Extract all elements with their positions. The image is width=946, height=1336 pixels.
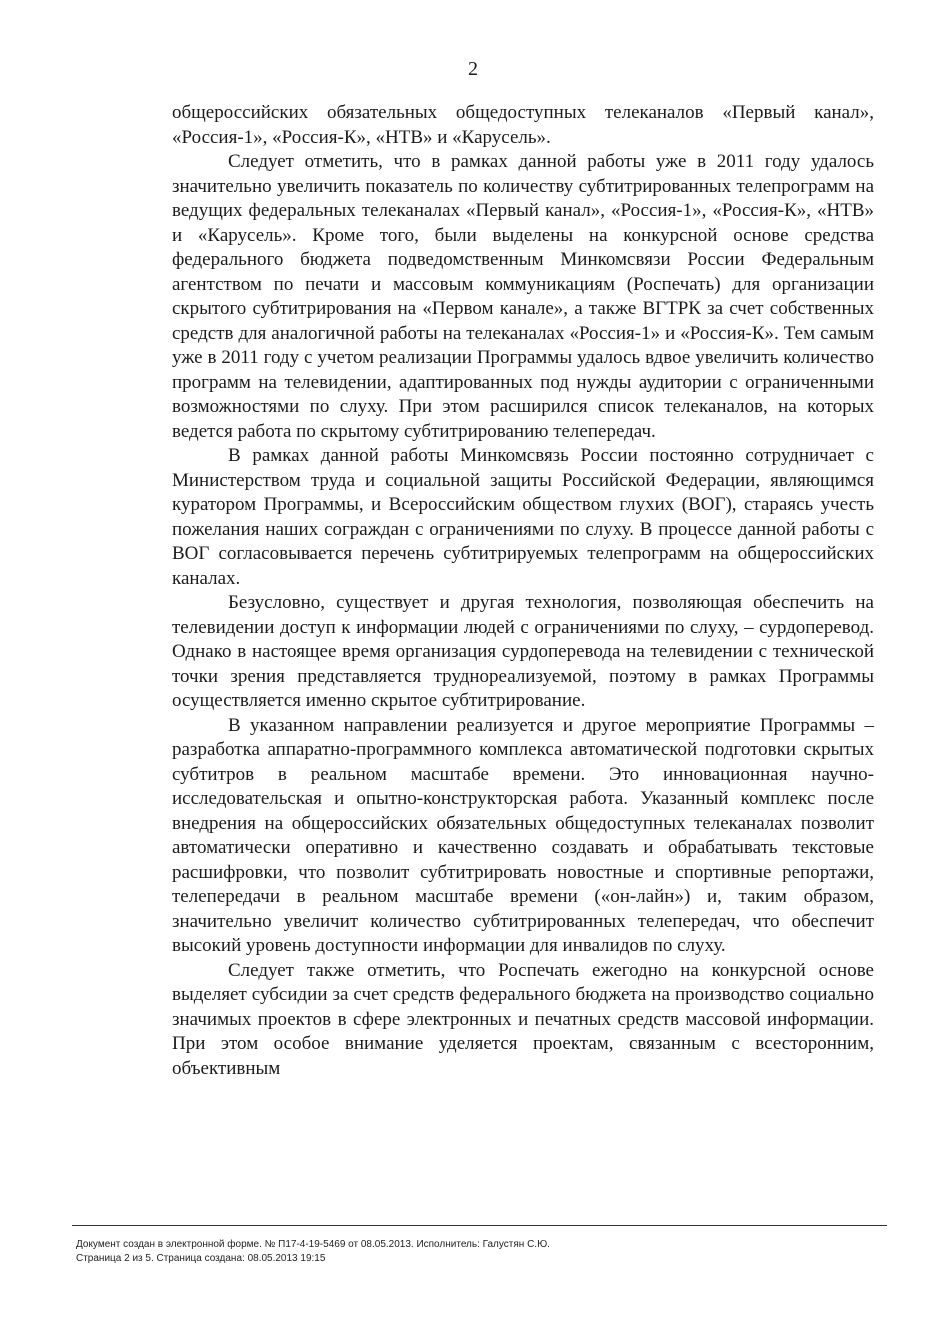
document-footer <box>76 1238 876 1266</box>
footer-page-info: Страница 2 из 5. Страница создана: 08.05.2013 19:15 <box>76 1253 326 1264</box>
footer-document-info: Документ создан в электронной форме. № П17-4-19-5469 от 08.05.2013. Исполнитель: Галустян С.Ю. <box>76 1239 550 1250</box>
paragraph: Следует также отметить, что Роспечать ежегодно на конкурсной основе выделяет субсидии за счет средств федерального бюджета на производство социально значимых проектов в сфере электронных и печатных средств массовой информации. При этом особое внимание уделяется проектам, связанным с всесторонним, объективным <box>172 959 874 1079</box>
paragraph: В рамках данной работы Минкомсвязь России постоянно сотрудничает с Министерством труда и социальной защиты Российской Федерации, являющимся куратором Программы, и Всероссийским обществом глухих (ВОГ), стараясь учесть пожелания наших сограждан с ограничениями по слуху. В процессе данной работы с ВОГ согласовывается перечень субтитрируемых телепрограмм на общероссийских каналах. <box>172 445 874 589</box>
page-number: 2 <box>468 58 478 80</box>
footer-divider <box>72 1225 887 1226</box>
paragraph: Следует отметить, что в рамках данной работы уже в 2011 году удалось значительно увеличить показатель по количеству субтитрированных телепрограмм на ведущих федеральных телеканалах «Первый канал», «Россия-1», «Россия-К», «НТВ» и «Карусель». Кроме того, были выделены на конкурсной основе средства федерального бюджета подведомственным Минкомсвязи России Федеральным агентством по печати и массовым коммуникациям (Роспечать) для организации скрытого субтитрирования на «Первом канале», а также ВГТРК за счет собственных средств для аналогичной работы на телеканалах «Россия-1» и «Россия-К». Тем самым уже в 2011 году с учетом реализации Программы удалось вдвое увеличить количество программ на телевидении, адаптированных под нужды аудитории с ограниченными возможностями по слуху. При этом расширился список телеканалов, на которых ведется работа по скрытому субтитрированию телепередач. <box>172 151 874 442</box>
paragraph: общероссийских обязательных общедоступных телеканалов «Первый канал», «Россия-1», «Россия-К», «НТВ» и «Карусель». <box>172 102 874 148</box>
document-body <box>172 101 874 1081</box>
paragraph: Безусловно, существует и другая технология, позволяющая обеспечить на телевидении доступ к информации людей с ограничениями по слуху, – сурдоперевод. Однако в настоящее время организация сурдоперевода на телевидении с технической точки зрения представляется труднореализуемой, поэтому в рамках Программы осуществляется именно скрытое субтитрирование. <box>172 592 874 711</box>
paragraph: В указанном направлении реализуется и другое мероприятие Программы – разработка аппаратно-программного комплекса автоматической подготовки скрытых субтитров в реальном масштабе времени. Это инновационная научно-исследовательская и опытно-конструкторская работа. Указанный комплекс после внедрения на общероссийских обязательных общедоступных телеканалах позволит автоматически оперативно и качественно создавать и обрабатывать текстовые расшифровки, что позволит субтитрировать новостные и спортивные репортажи, телепередачи в реальном масштабе времени («он-лайн») и, таким образом, значительно увеличит количество субтитрированных телепередач, что обеспечит высокий уровень доступности информации для инвалидов по слуху. <box>172 714 874 956</box>
